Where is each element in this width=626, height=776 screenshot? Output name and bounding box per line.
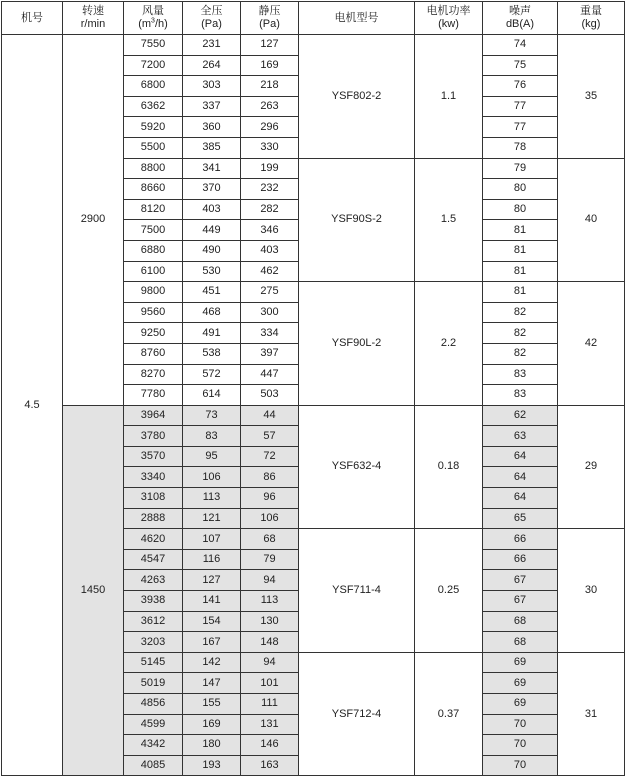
airflow-cell: 3108 [124,488,183,509]
total-pressure-cell: 538 [183,343,241,364]
header-motor-power: 电机功率 (kw) [415,2,483,35]
airflow-cell: 3340 [124,467,183,488]
airflow-cell: 3612 [124,611,183,632]
static-pressure-cell: 163 [241,755,299,776]
motor-power-cell: 0.18 [415,405,483,529]
noise-cell: 63 [483,426,558,447]
static-pressure-cell: 68 [241,529,299,550]
static-pressure-cell: 86 [241,467,299,488]
noise-cell: 62 [483,405,558,426]
total-pressure-cell: 113 [183,488,241,509]
airflow-cell: 6880 [124,240,183,261]
airflow-cell: 3203 [124,632,183,653]
airflow-cell: 9800 [124,282,183,303]
static-pressure-cell: 106 [241,508,299,529]
static-pressure-cell: 72 [241,446,299,467]
noise-cell: 67 [483,591,558,612]
total-pressure-cell: 530 [183,261,241,282]
weight-cell: 30 [558,529,625,653]
noise-cell: 79 [483,158,558,179]
noise-cell: 75 [483,55,558,76]
airflow-cell: 5145 [124,652,183,673]
weight-cell: 42 [558,282,625,406]
static-pressure-cell: 113 [241,591,299,612]
speed-cell: 1450 [63,405,124,776]
motor-power-cell: 1.5 [415,158,483,282]
total-pressure-cell: 142 [183,652,241,673]
total-pressure-cell: 83 [183,426,241,447]
airflow-cell: 3780 [124,426,183,447]
noise-cell: 81 [483,261,558,282]
airflow-cell: 9250 [124,323,183,344]
static-pressure-cell: 79 [241,549,299,570]
noise-cell: 77 [483,96,558,117]
total-pressure-cell: 614 [183,385,241,406]
total-pressure-cell: 73 [183,405,241,426]
motor-power-cell: 1.1 [415,35,483,159]
fan-spec-table [1,1,625,776]
static-pressure-cell: 146 [241,735,299,756]
noise-cell: 74 [483,35,558,56]
total-pressure-cell: 264 [183,55,241,76]
static-pressure-cell: 275 [241,282,299,303]
static-pressure-cell: 127 [241,35,299,56]
noise-cell: 82 [483,323,558,344]
airflow-cell: 8660 [124,179,183,200]
static-pressure-cell: 296 [241,117,299,138]
noise-cell: 77 [483,117,558,138]
airflow-cell: 6362 [124,96,183,117]
static-pressure-cell: 334 [241,323,299,344]
total-pressure-cell: 449 [183,220,241,241]
total-pressure-cell: 490 [183,240,241,261]
header-row [2,2,625,35]
weight-cell: 35 [558,35,625,159]
total-pressure-cell: 370 [183,179,241,200]
airflow-cell: 8120 [124,199,183,220]
airflow-cell: 5500 [124,137,183,158]
total-pressure-cell: 491 [183,323,241,344]
motor-model-cell: YSF90L-2 [299,282,415,406]
airflow-cell: 3964 [124,405,183,426]
total-pressure-cell: 337 [183,96,241,117]
static-pressure-cell: 96 [241,488,299,509]
motor-model-cell: YSF711-4 [299,529,415,653]
total-pressure-cell: 231 [183,35,241,56]
header-noise: 噪声 dB(A) [483,2,558,35]
total-pressure-cell: 127 [183,570,241,591]
static-pressure-cell: 330 [241,137,299,158]
static-pressure-cell: 503 [241,385,299,406]
table-body [2,35,625,776]
static-pressure-cell: 263 [241,96,299,117]
noise-cell: 69 [483,652,558,673]
airflow-cell: 6800 [124,76,183,97]
total-pressure-cell: 572 [183,364,241,385]
static-pressure-cell: 148 [241,632,299,653]
static-pressure-cell: 57 [241,426,299,447]
static-pressure-cell: 346 [241,220,299,241]
static-pressure-cell: 403 [241,240,299,261]
motor-power-cell: 2.2 [415,282,483,406]
total-pressure-cell: 468 [183,302,241,323]
static-pressure-cell: 397 [241,343,299,364]
static-pressure-cell: 282 [241,199,299,220]
table-row [2,35,625,56]
motor-power-cell: 0.37 [415,652,483,776]
noise-cell: 69 [483,673,558,694]
total-pressure-cell: 169 [183,714,241,735]
noise-cell: 82 [483,343,558,364]
static-pressure-cell: 130 [241,611,299,632]
airflow-cell: 5019 [124,673,183,694]
airflow-cell: 4547 [124,549,183,570]
weight-cell: 29 [558,405,625,529]
noise-cell: 70 [483,735,558,756]
static-pressure-cell: 94 [241,652,299,673]
noise-cell: 81 [483,240,558,261]
speed-cell: 2900 [63,35,124,406]
airflow-cell: 3938 [124,591,183,612]
total-pressure-cell: 107 [183,529,241,550]
airflow-cell: 6100 [124,261,183,282]
total-pressure-cell: 116 [183,549,241,570]
total-pressure-cell: 106 [183,467,241,488]
airflow-cell: 4856 [124,694,183,715]
static-pressure-cell: 111 [241,694,299,715]
airflow-cell: 8270 [124,364,183,385]
motor-model-cell: YSF802-2 [299,35,415,159]
total-pressure-cell: 303 [183,76,241,97]
total-pressure-cell: 403 [183,199,241,220]
noise-cell: 81 [483,220,558,241]
total-pressure-cell: 360 [183,117,241,138]
header-weight: 重量 (kg) [558,2,625,35]
noise-cell: 82 [483,302,558,323]
airflow-cell: 7780 [124,385,183,406]
static-pressure-cell: 218 [241,76,299,97]
total-pressure-cell: 154 [183,611,241,632]
airflow-cell: 5920 [124,117,183,138]
airflow-cell: 7500 [124,220,183,241]
noise-cell: 66 [483,529,558,550]
header-model: 机号 [2,2,63,35]
noise-cell: 76 [483,76,558,97]
static-pressure-cell: 101 [241,673,299,694]
static-pressure-cell: 300 [241,302,299,323]
noise-cell: 69 [483,694,558,715]
total-pressure-cell: 155 [183,694,241,715]
noise-cell: 80 [483,179,558,200]
noise-cell: 80 [483,199,558,220]
noise-cell: 68 [483,632,558,653]
total-pressure-cell: 193 [183,755,241,776]
airflow-cell: 4342 [124,735,183,756]
motor-model-cell: YSF712-4 [299,652,415,776]
static-pressure-cell: 131 [241,714,299,735]
noise-cell: 83 [483,385,558,406]
noise-cell: 70 [483,714,558,735]
noise-cell: 83 [483,364,558,385]
airflow-cell: 7550 [124,35,183,56]
noise-cell: 65 [483,508,558,529]
noise-cell: 66 [483,549,558,570]
header-total-pressure: 全压 (Pa) [183,2,241,35]
header-speed: 转速 r/min [63,2,124,35]
noise-cell: 70 [483,755,558,776]
header-motor-model: 电机型号 [299,2,415,35]
weight-cell: 40 [558,158,625,282]
airflow-cell: 8800 [124,158,183,179]
motor-power-cell: 0.25 [415,529,483,653]
airflow-cell: 4085 [124,755,183,776]
airflow-cell: 7200 [124,55,183,76]
motor-model-cell: YSF632-4 [299,405,415,529]
static-pressure-cell: 94 [241,570,299,591]
noise-cell: 78 [483,137,558,158]
airflow-cell: 4599 [124,714,183,735]
model-number-cell: 4.5 [2,35,63,776]
airflow-cell: 4620 [124,529,183,550]
noise-cell: 64 [483,467,558,488]
header-static-pressure: 静压 (Pa) [241,2,299,35]
header-airflow: 风量 $(m^3/h)$ [124,2,183,35]
total-pressure-cell: 451 [183,282,241,303]
static-pressure-cell: 44 [241,405,299,426]
airflow-cell: 4263 [124,570,183,591]
total-pressure-cell: 121 [183,508,241,529]
airflow-cell: 8760 [124,343,183,364]
airflow-cell: 9560 [124,302,183,323]
total-pressure-cell: 180 [183,735,241,756]
total-pressure-cell: 147 [183,673,241,694]
static-pressure-cell: 169 [241,55,299,76]
airflow-cell: 3570 [124,446,183,467]
total-pressure-cell: 141 [183,591,241,612]
noise-cell: 81 [483,282,558,303]
airflow-cell: 2888 [124,508,183,529]
total-pressure-cell: 167 [183,632,241,653]
static-pressure-cell: 199 [241,158,299,179]
total-pressure-cell: 385 [183,137,241,158]
motor-model-cell: YSF90S-2 [299,158,415,282]
table-row [2,405,625,426]
static-pressure-cell: 232 [241,179,299,200]
weight-cell: 31 [558,652,625,776]
noise-cell: 67 [483,570,558,591]
noise-cell: 64 [483,446,558,467]
noise-cell: 64 [483,488,558,509]
noise-cell: 68 [483,611,558,632]
static-pressure-cell: 462 [241,261,299,282]
total-pressure-cell: 341 [183,158,241,179]
total-pressure-cell: 95 [183,446,241,467]
static-pressure-cell: 447 [241,364,299,385]
